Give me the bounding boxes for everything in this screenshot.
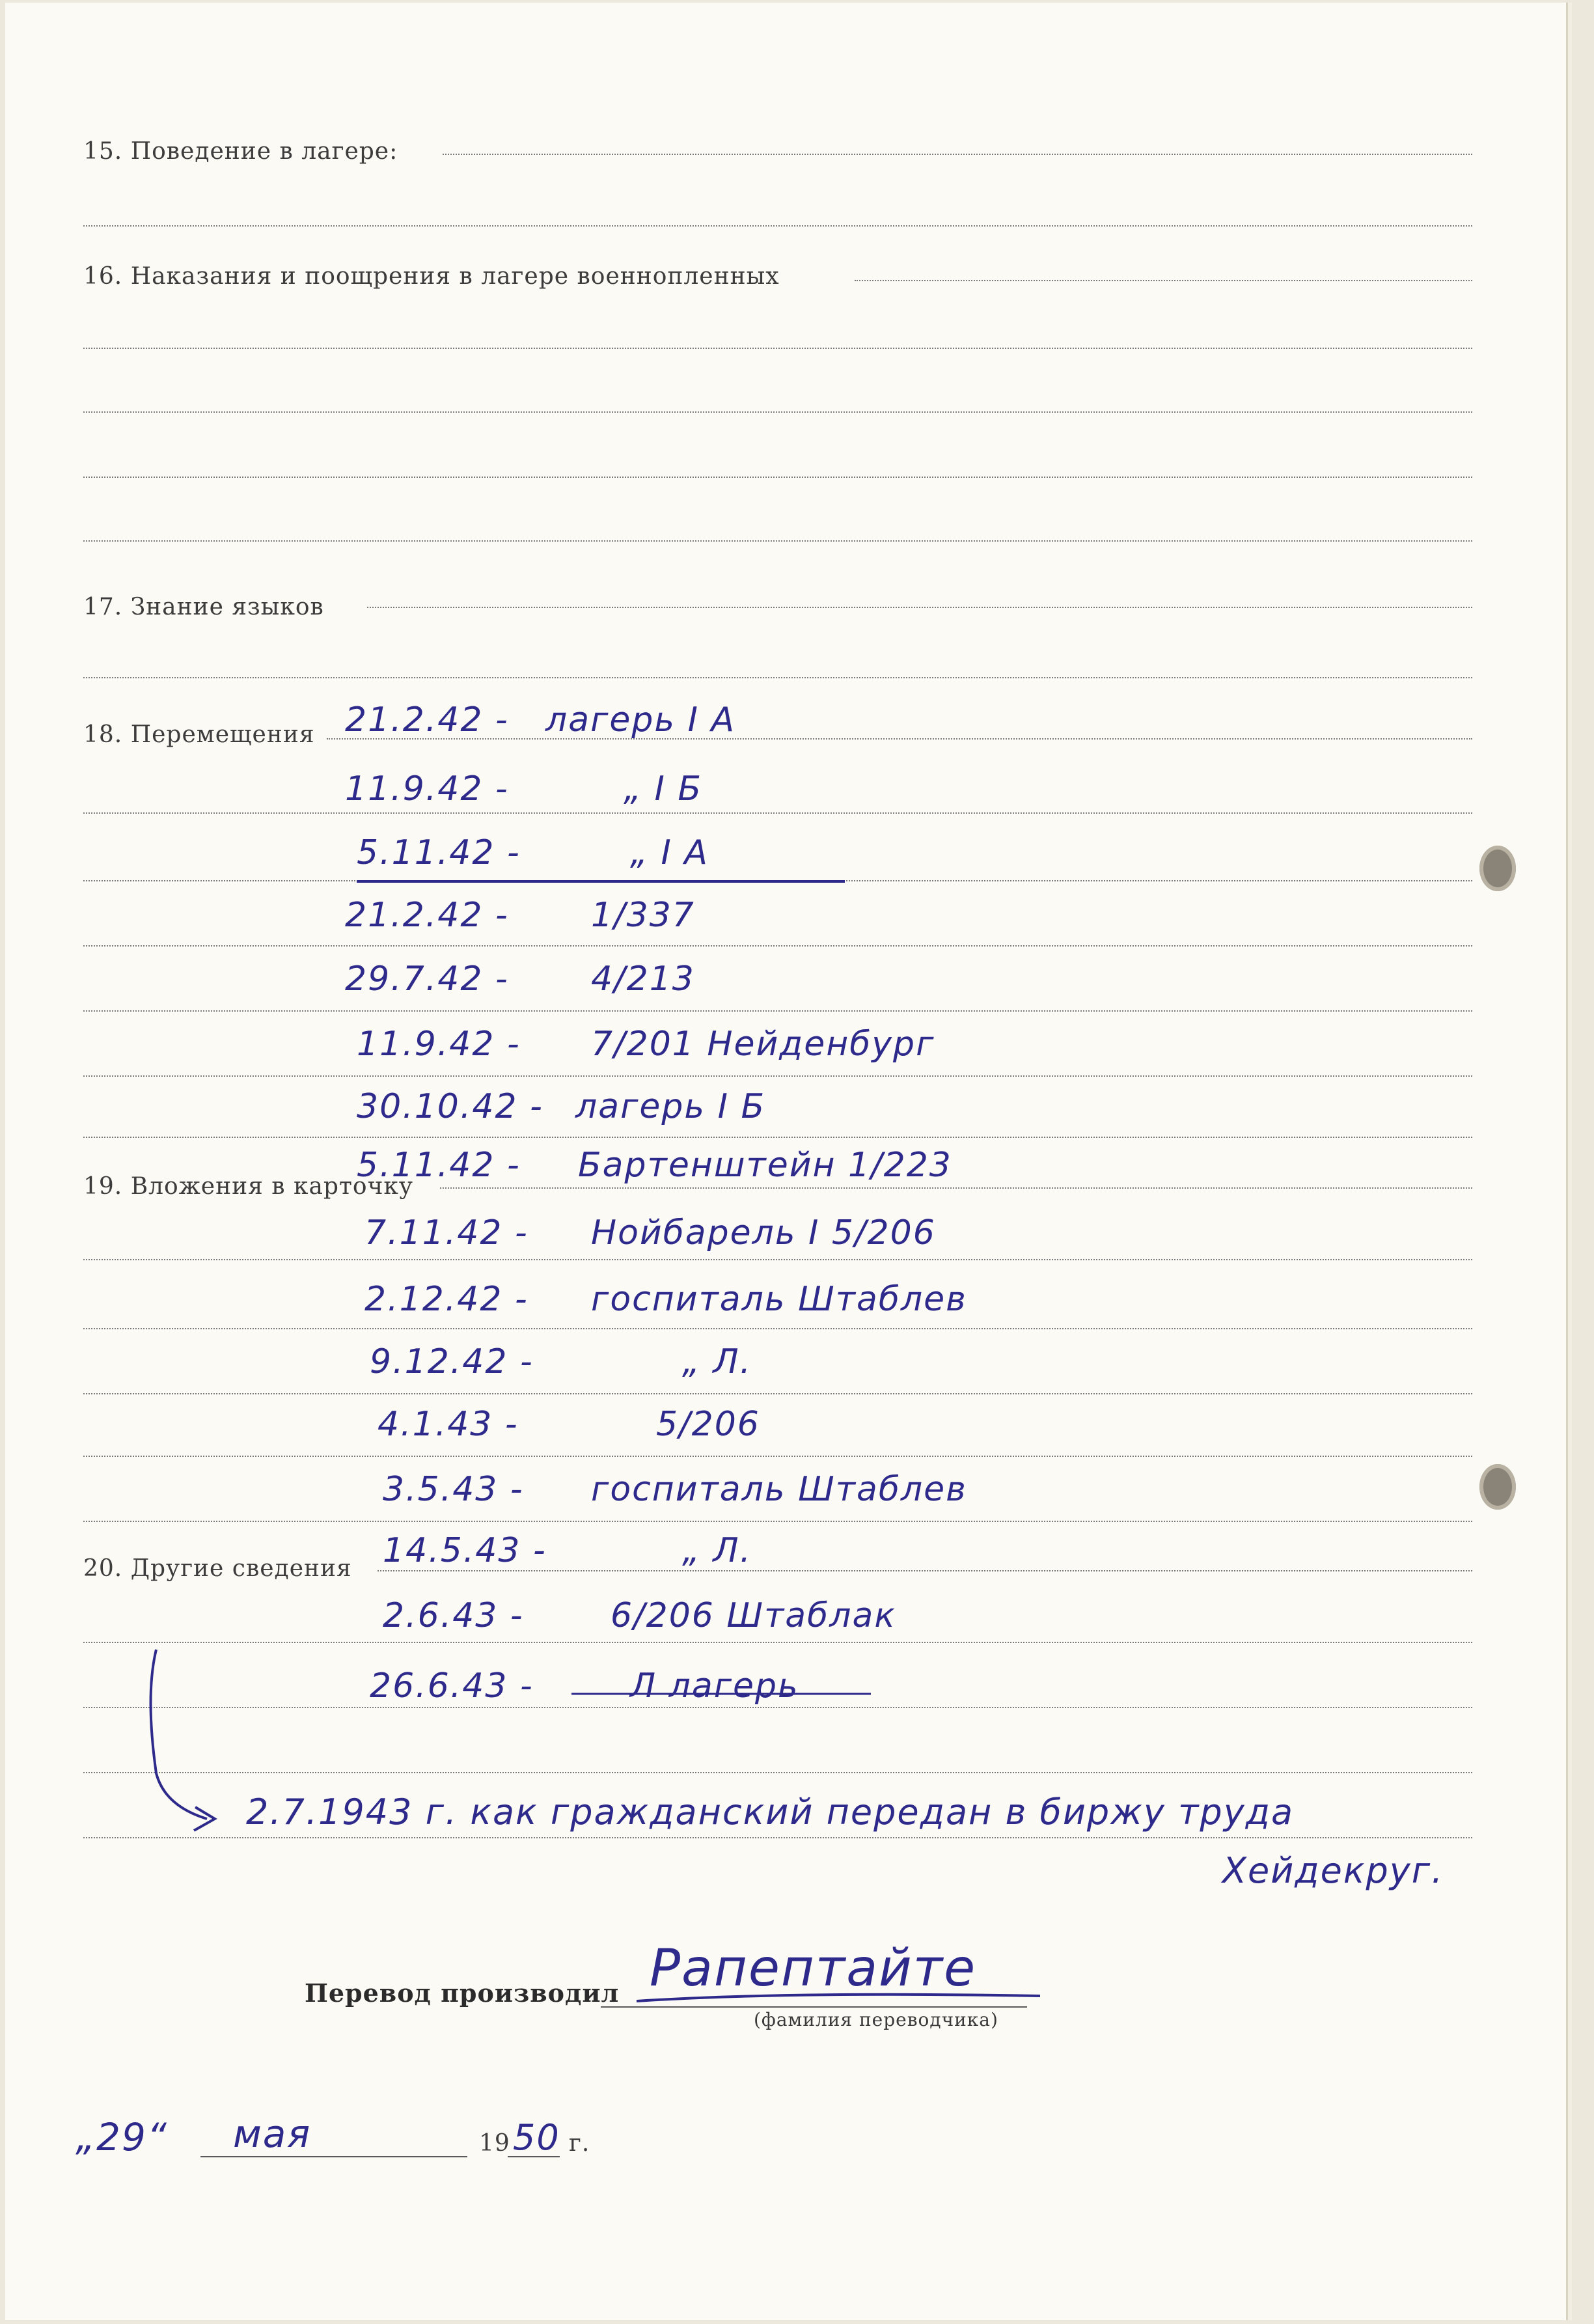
translator-signature: Рапептайте bbox=[650, 1939, 977, 1998]
date-month: мая bbox=[233, 2112, 312, 2156]
move-place: 1/337 bbox=[591, 896, 695, 935]
translator-rule bbox=[601, 2006, 1027, 2008]
q16-label: 16. Наказания и поощрения в лагере военнопленных bbox=[83, 263, 780, 290]
camp-place: „ I A bbox=[630, 833, 709, 872]
move-date: 3.5.43 - bbox=[383, 1470, 524, 1509]
move-date: 5.11.42 - bbox=[357, 1146, 521, 1185]
move-place: „ Л. bbox=[682, 1531, 752, 1570]
translator-label: Перевод производил bbox=[305, 1978, 620, 2008]
move-place: 4/213 bbox=[591, 960, 695, 999]
move-date: 4.1.43 - bbox=[378, 1405, 519, 1444]
move-place: 6/206 Штаблак bbox=[611, 1596, 896, 1635]
move-place: „ Л. bbox=[682, 1342, 752, 1381]
q17-label: 17. Знание языков bbox=[83, 594, 324, 620]
date-day: „29“ bbox=[76, 2115, 168, 2159]
camp-place: „ I Б bbox=[624, 769, 703, 809]
move-place: госпиталь Штаблев bbox=[591, 1280, 967, 1319]
camp-date: 11.9.42 - bbox=[345, 769, 509, 809]
move-date: 11.9.42 - bbox=[357, 1025, 521, 1064]
date-year: 50 bbox=[513, 2117, 560, 2158]
move-place: Л лагерь bbox=[630, 1667, 799, 1706]
q20-label: 20. Другие сведения bbox=[83, 1555, 352, 1582]
date-year-suffix: г. bbox=[569, 2130, 590, 2157]
move-place: 5/206 bbox=[656, 1405, 760, 1444]
note-line-2: Хейдекруг. bbox=[1222, 1850, 1444, 1891]
move-date: 26.6.43 - bbox=[370, 1667, 534, 1706]
camp-date: 21.2.42 - bbox=[345, 700, 509, 740]
move-place: Нойбарель I 5/206 bbox=[591, 1213, 936, 1252]
form-sheet bbox=[5, 3, 1568, 2320]
move-place: Бартенштейн 1/223 bbox=[578, 1146, 952, 1185]
date-year-prefix: 19 bbox=[479, 2130, 510, 2157]
move-date: 29.7.42 - bbox=[345, 960, 509, 999]
move-date: 30.10.42 - bbox=[357, 1087, 543, 1126]
q19-label: 19. Вложения в карточку bbox=[83, 1173, 414, 1200]
move-date: 21.2.42 - bbox=[345, 896, 509, 935]
move-date: 14.5.43 - bbox=[383, 1531, 547, 1570]
move-place: госпиталь Штаблев bbox=[591, 1470, 967, 1509]
q15-label: 15. Поведение в лагере: bbox=[83, 138, 398, 165]
translator-caption: (фамилия переводчика) bbox=[754, 2009, 998, 2030]
move-place: 7/201 Нейденбург bbox=[591, 1025, 935, 1064]
date-year-rule bbox=[508, 2156, 560, 2157]
date-month-rule bbox=[200, 2156, 467, 2157]
camp-place: лагерь I A bbox=[545, 700, 736, 740]
camp-date: 5.11.42 - bbox=[357, 833, 521, 872]
move-date: 7.11.42 - bbox=[364, 1213, 529, 1252]
move-place: лагерь I Б bbox=[575, 1087, 766, 1126]
move-date: 9.12.42 - bbox=[370, 1342, 534, 1381]
q18-label: 18. Перемещения bbox=[83, 721, 315, 748]
move-date: 2.6.43 - bbox=[383, 1596, 524, 1635]
move-date: 2.12.42 - bbox=[364, 1280, 529, 1319]
note-line-1: 2.7.1943 г. как гражданский передан в биржу труда bbox=[246, 1791, 1295, 1833]
